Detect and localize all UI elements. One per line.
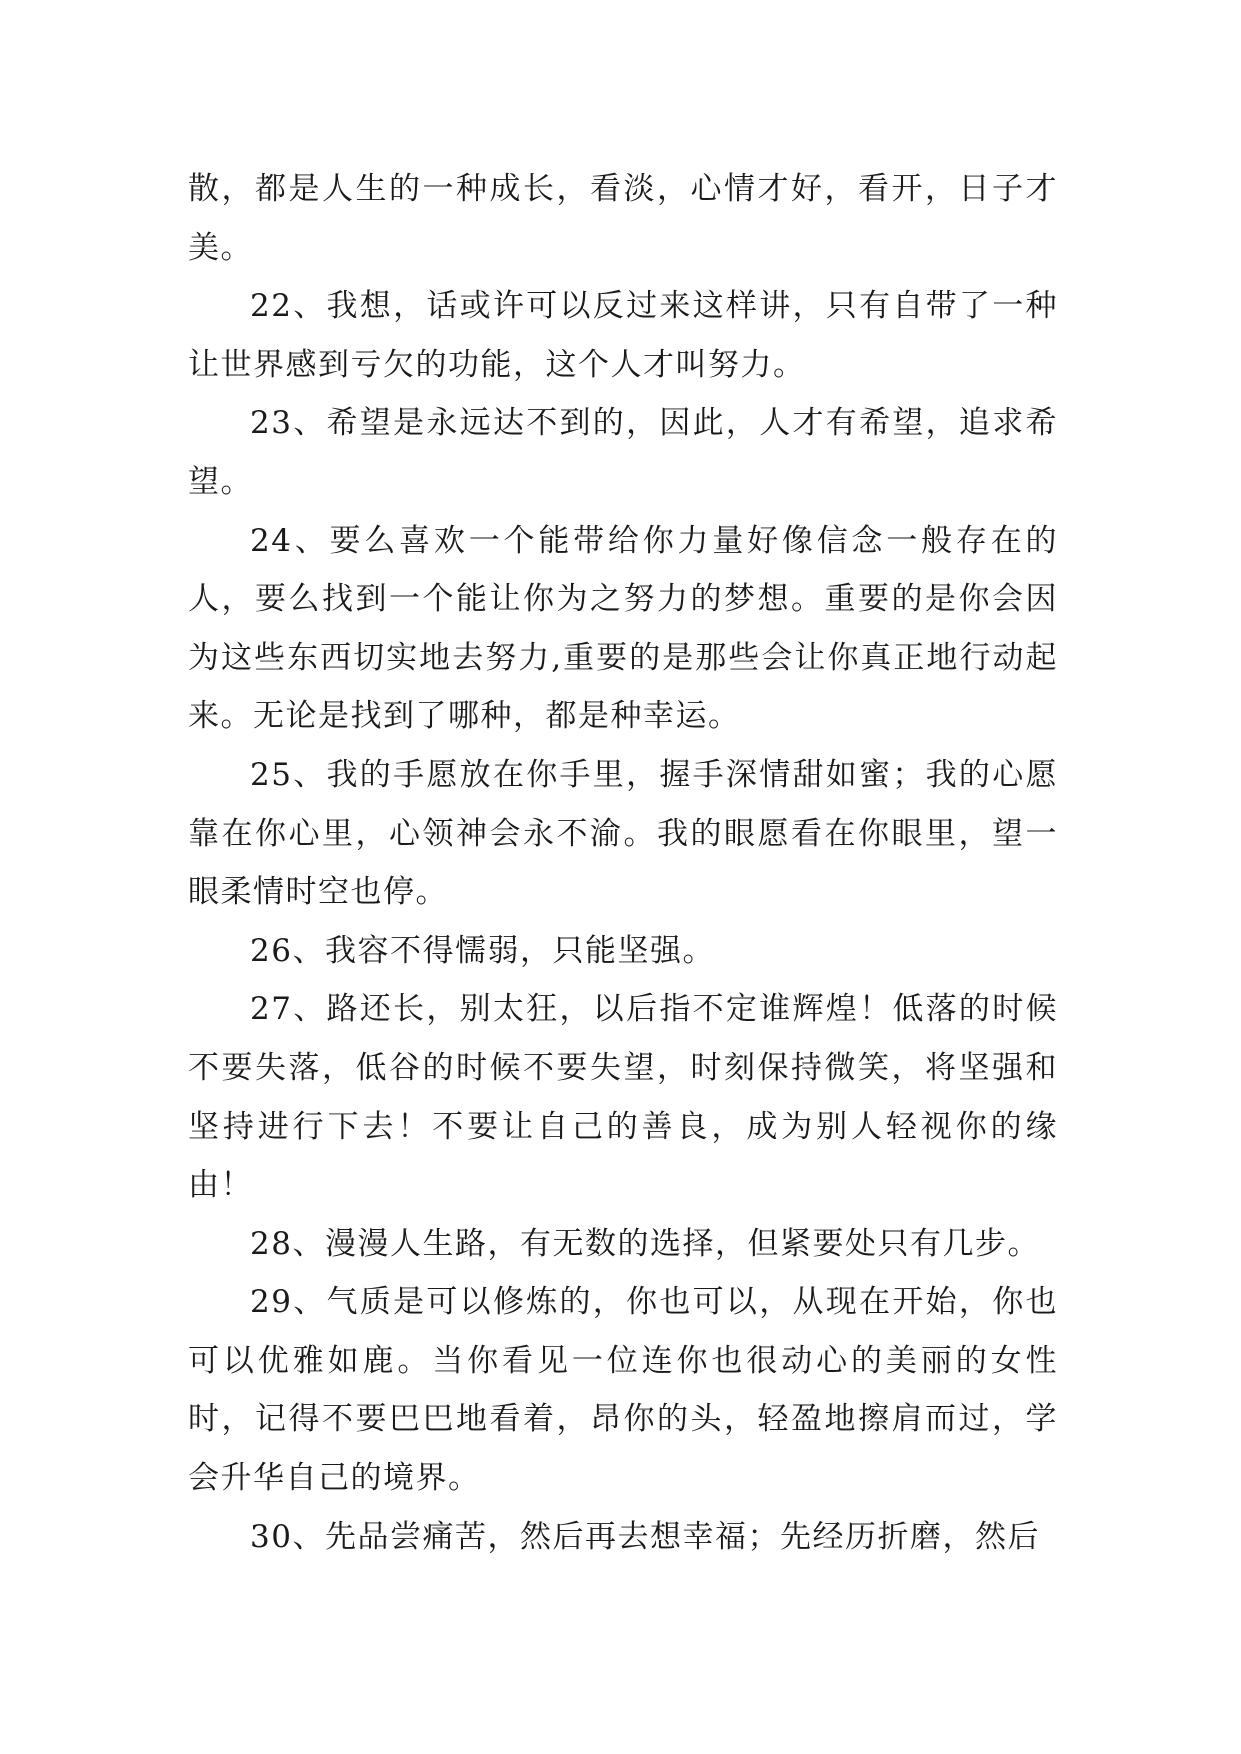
paragraph-27: 27、路还长，别太狂，以后指不定谁辉煌！低落的时候不要失落，低谷的时候不要失望，时刻保持微笑，将坚强和坚持进行下去！不要让自己的善良，成为别人轻视你的缘由！ [188,991,1058,1204]
paragraph-30: 30、先品尝痛苦，然后再去想幸福；先经历折磨，然后 [250,1518,1040,1555]
paragraph-24: 24、要么喜欢一个能带给你力量好像信念一般存在的人，要么找到一个能让你为之努力的梦想。重要的是你会因为这些东西切实地去努力,重要的是那些会让你真正地行动起来。无论是找到了哪种，都是种幸运。 [188,522,1058,735]
paragraph-continuation: 散，都是人生的一种成长，看淡，心情才好，看开，日子才美。 [188,171,1058,266]
document-body [188,160,1058,1566]
paragraph-26: 26、我容不得懦弱，只能坚强。 [250,932,715,969]
paragraph-25: 25、我的手愿放在你手里，握手深情甜如蜜；我的心愿靠在你心里，心领神会永不渝。我的眼愿看在你眼里，望一眼柔情时空也停。 [188,756,1058,911]
paragraph-29: 29、气质是可以修炼的，你也可以，从现在开始，你也可以优雅如鹿。当你看见一位连你也很动心的美丽的女性时，记得不要巴巴地看着，昂你的头，轻盈地擦肩而过，学会升华自己的境界。 [188,1284,1058,1497]
paragraph-22: 22、我想，话或许可以反过来这样讲，只有自带了一种让世界感到亏欠的功能，这个人才叫努力。 [188,288,1058,383]
paragraph-23: 23、希望是永远达不到的，因此，人才有希望，追求希望。 [188,405,1058,500]
paragraph-28: 28、漫漫人生路，有无数的选择，但紧要处只有几步。 [250,1225,1040,1262]
